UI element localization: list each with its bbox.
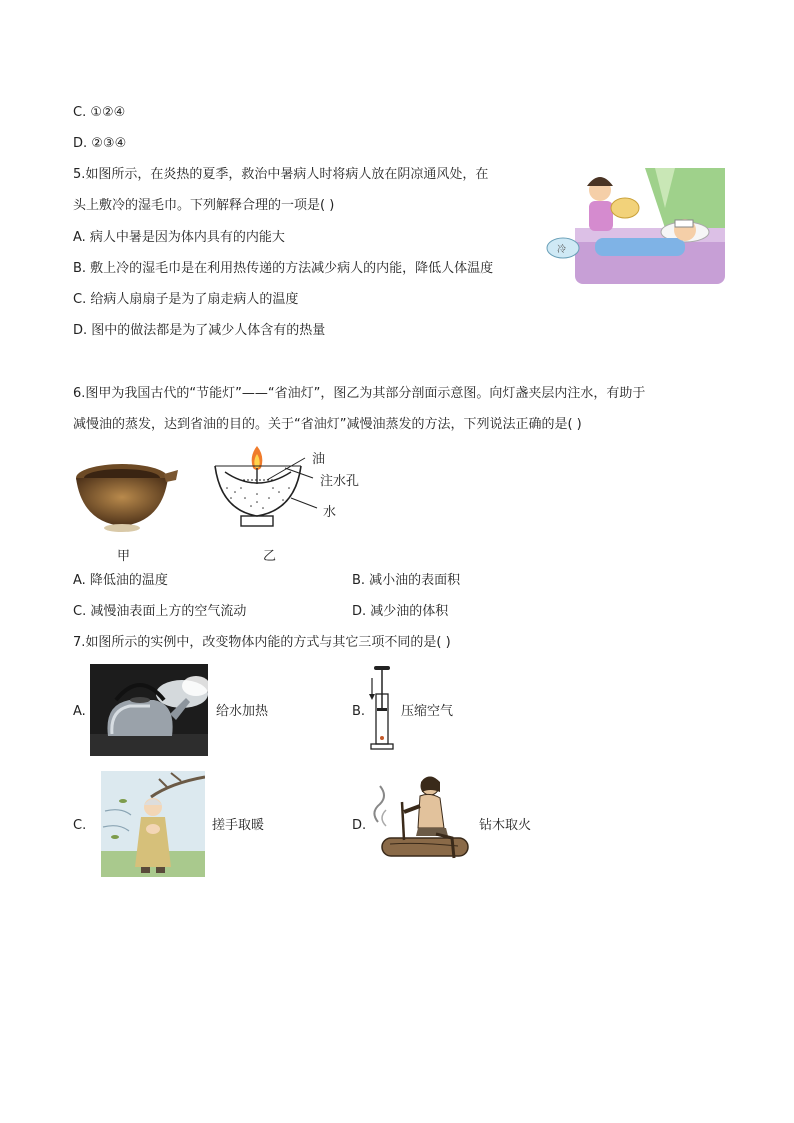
q7-caption-a: 给水加热 [216,704,269,719]
q7-letter-c: C. [73,818,87,833]
q5-option-d: D. 图中的做法都是为了减少人体含有的热量 [73,323,326,338]
q7-caption-c: 搓手取暖 [212,818,265,833]
q5-option-b: B. 敷上冷的湿毛巾是在利用热传递的方法减少病人的内能，降低人体温度 [73,261,494,276]
q4-option-d: D. ②③④ [73,136,127,151]
q5-heatstroke-illustration [545,168,725,284]
q7-stem: 7.如图所示的实例中，改变物体内能的方式与其它三项不同的是( ) [73,635,451,650]
q7-letter-d: D. [352,818,367,833]
q6-lamp-cross-section [205,442,375,538]
q6-option-d: D. 减少油的体积 [352,604,449,619]
q7-caption-b: 压缩空气 [401,704,454,719]
q6-label-hole: 注水孔 [320,474,360,489]
q7-letter-b: B. [352,704,366,719]
q5-stem-line2: 头上敷冷的湿毛巾。下列解释合理的一项是( ) [73,198,335,213]
q6-caption-yi: 乙 [263,549,277,564]
q5-basin-label: 冷 [557,245,567,255]
q7-kettle-photo [90,664,208,756]
q7-letter-a: A. [73,704,86,719]
q6-stem-line2: 减慢油的蒸发，达到省油的目的。关于“省油灯”减慢油蒸发的方法，下列说法正确的是( ) [73,417,582,432]
q6-label-oil: 油 [312,452,326,467]
q6-label-water: 水 [323,505,337,520]
q4-option-c: C. ①②④ [73,105,126,120]
q7-rubbing-hands-illustration [101,771,205,877]
q6-lamp-photo [72,456,182,534]
q6-stem-line1: 6.图甲为我国古代的“节能灯”——“省油灯”，图乙为其部分剖面示意图。向灯盏夹层内注水，有助于 [73,386,646,401]
q5-stem-line1: 5.如图所示，在炎热的夏季，救治中暑病人时将病人放在阴凉通风处，在 [73,167,489,182]
q7-piston-cylinder [368,664,396,754]
q6-caption-jia: 甲 [117,549,131,564]
q5-option-a: A. 病人中暑是因为体内具有的内能大 [73,230,285,245]
q6-option-b: B. 减小油的表面积 [352,573,461,588]
q7-caption-d: 钻木取火 [479,818,532,833]
q5-option-c: C. 给病人扇扇子是为了扇走病人的温度 [73,292,299,307]
q6-option-a: A. 降低油的温度 [73,573,168,588]
q7-fire-drill-illustration [368,772,472,868]
q6-option-c: C. 减慢油表面上方的空气流动 [73,604,247,619]
